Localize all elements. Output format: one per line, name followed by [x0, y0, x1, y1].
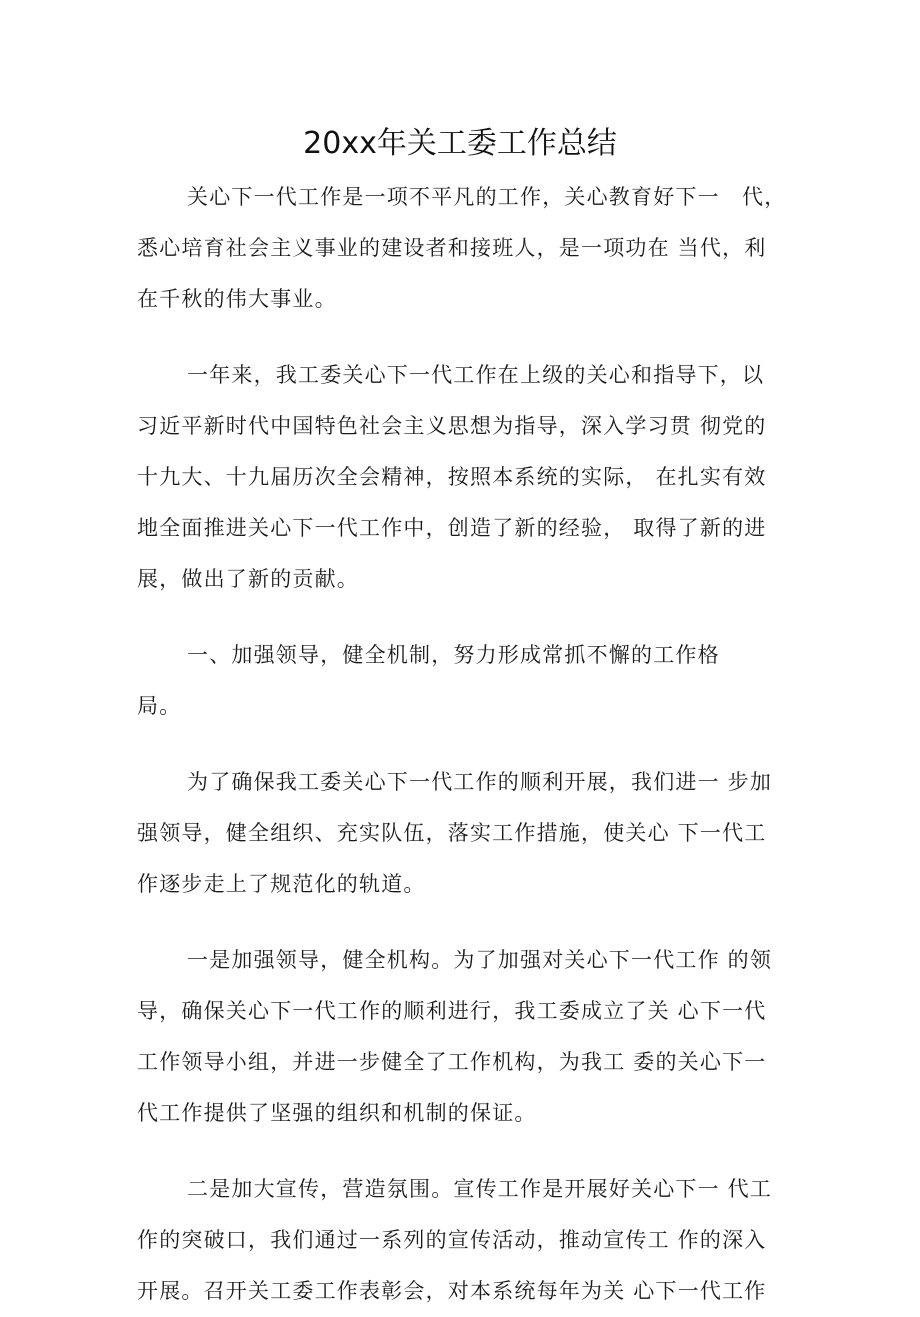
text-line: 地全面推进关心下一代工作中，创造了新的经验， 取得了新的进: [137, 516, 767, 540]
document-title: 20xx年关工委工作总结: [303, 126, 617, 161]
text-line: 二是加大宣传，营造氛围。宣传工作是开展好关心下一 代工: [187, 1177, 773, 1201]
text-line: 局。: [137, 694, 182, 718]
text-line: 在千秋的伟大事业。: [137, 287, 337, 311]
document-body: [137, 172, 801, 1317]
text-line: 展，做出了新的贡献。: [137, 567, 359, 591]
paragraph: [137, 1164, 801, 1317]
text-line: 开展。召开关工委工作表彰会，对本系统每年为关 心下一代工作: [137, 1279, 767, 1303]
paragraph: [137, 172, 801, 325]
text-line: 一是加强领导，健全机构。为了加强对关心下一代工作 的领: [187, 948, 773, 972]
paragraph: [137, 757, 801, 910]
text-line: 作的突破口，我们通过一系列的宣传活动，推动宣传工 作的深入: [137, 1228, 767, 1252]
text-line: 工作领导小组，并进一步健全了工作机构，为我工 委的关心下一: [137, 1050, 767, 1074]
paragraph: [137, 350, 801, 605]
text-line: 强领导，健全组织、充实队伍，落实工作措施，使关心 下一代工: [137, 821, 767, 845]
paragraph: [137, 935, 801, 1139]
text-line: 一年来，我工委关心下一代工作在上级的关心和指导下，以: [187, 363, 765, 387]
text-line: 代工作提供了坚强的组织和机制的保证。: [137, 1101, 537, 1125]
text-line: 关心下一代工作是一项不平凡的工作，关心教育好下一 代，: [187, 185, 787, 209]
text-line: 导，确保关心下一代工作的顺利进行，我工委成立了关 心下一代: [137, 999, 767, 1023]
text-line: 十九大、十九届历次全会精神，按照本系统的实际， 在扎实有效: [137, 465, 767, 489]
paragraph-heading: [137, 630, 801, 732]
text-line: 悉心培育社会主义事业的建设者和接班人，是一项功在 当代，利: [137, 236, 767, 260]
text-line: 为了确保我工委关心下一代工作的顺利开展，我们进一 步加: [187, 770, 773, 794]
text-line: 一、加强领导，健全机制，努力形成常抓不懈的工作格: [187, 643, 720, 667]
text-line: 习近平新时代中国特色社会主义思想为指导，深入学习贯 彻党的: [137, 414, 767, 438]
text-line: 作逐步走上了规范化的轨道。: [137, 872, 426, 896]
